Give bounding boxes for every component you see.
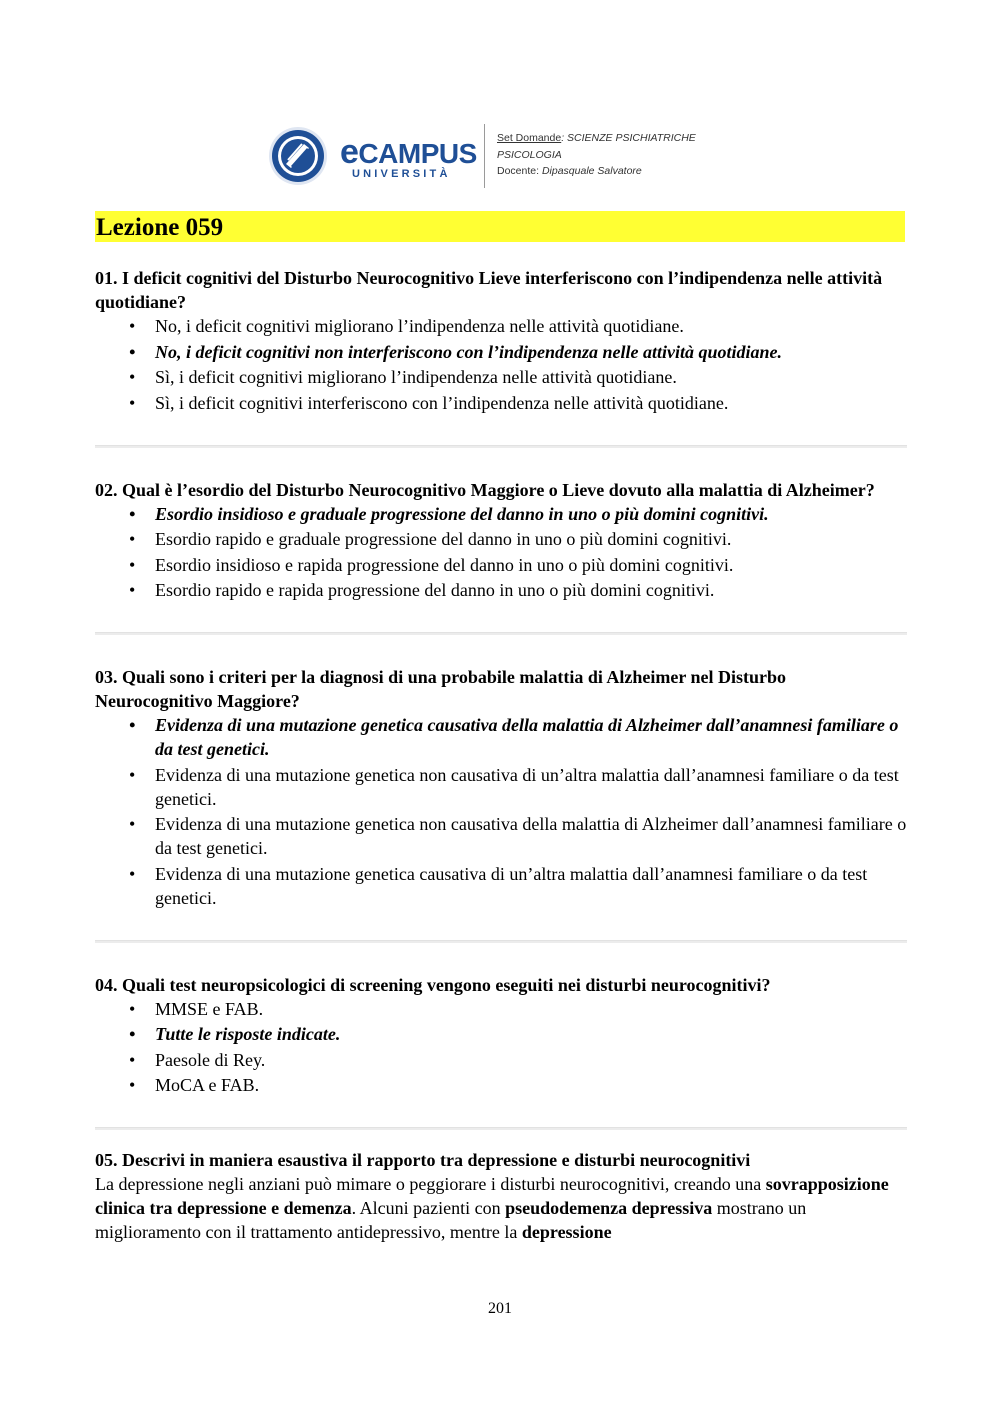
question-1 (95, 266, 907, 415)
question-separator (95, 1127, 907, 1130)
question-separator (95, 445, 907, 448)
answer-option: • Evidenza di una mutazione genetica non causativa della malattia di Alzheimer dall’anamnesi familiare o da test genetici. (129, 814, 907, 858)
ecampus-wordmark: eCAMPUS (340, 133, 477, 171)
correct-answer: • Evidenza di una mutazione genetica causativa della malattia di Alzheimer dall’anamnesi familiare o da test genetici. (129, 715, 899, 759)
answer-option: • Sì, i deficit cognitivi interferiscono con l’indipendenza nelle attività quotidiane. (129, 392, 729, 413)
docente-value: Dipasquale Salvatore (541, 165, 642, 177)
ecampus-subtitle: UNIVERSITÀ (352, 168, 451, 180)
answer-option: • Esordio rapido e rapida progressione del danno in uno o più domini cognitivi. (129, 580, 715, 600)
answer-list (95, 502, 907, 603)
ecampus-logo-icon (268, 126, 328, 186)
header-divider (484, 124, 485, 188)
docente-label: Docente: (497, 165, 542, 177)
answer-option: • Esordio rapido e graduale progressione del danno in uno o più domini cognitivi. (129, 529, 732, 549)
question-title: 04. Quali test neuropsicologici di screening vengono eseguiti nei disturbi neurocognitivi? (95, 974, 771, 995)
lesson-title: Lezione 059 (96, 214, 224, 241)
answer-list (95, 713, 907, 910)
course-info (497, 130, 696, 180)
quiz-content (95, 266, 907, 1244)
page-number: 201 (488, 1300, 512, 1317)
question-3 (95, 665, 907, 910)
answer-option: • Evidenza di una mutazione genetica non causativa di un’altra malattia dall’anamnesi familiare o da test genetici. (129, 764, 899, 809)
set-value: : SCIENZE PSICHIATRICHE (561, 132, 696, 144)
question-title: 02. Qual è l’esordio del Disturbo Neurocognitivo Maggiore o Lieve dovuto alla malattia di Alzheimer? (95, 479, 875, 500)
answer-list (95, 997, 907, 1098)
question-2 (95, 478, 907, 603)
answer-option: • Evidenza di una mutazione genetica causativa di un’altra malattia dall’anamnesi familiare o da test genetici. (129, 863, 868, 908)
answer-paragraph: La depressione negli anziani può mimare o peggiorare i disturbi neurocognitivi, creando una sovrapposizione clinica tra depressione e demenza. Alcuni pazienti con pseudodemenza depressiva mostrano un miglioramento con il trattamento antidepressivo, mentre la depressione (95, 1174, 889, 1242)
answer-option: • Sì, i deficit cognitivi migliorano l’indipendenza nelle attività quotidiane. (129, 367, 677, 387)
question-title: 05. Descrivi in maniera esaustiva il rapporto tra depressione e disturbi neurocognitivi (95, 1150, 751, 1170)
answer-option: • Esordio insidioso e rapida progressione del danno in uno o più domini cognitivi. (129, 554, 734, 575)
answer-option: • No, i deficit cognitivi migliorano l’indipendenza nelle attività quotidiane. (129, 316, 684, 336)
answer-option: • Paesole di Rey. (129, 1049, 266, 1070)
correct-answer: • No, i deficit cognitivi non interferiscono con l’indipendenza nelle attività quotidiane. (129, 341, 783, 362)
question-5 (95, 1148, 907, 1244)
question-4 (95, 973, 907, 1098)
answer-option: • MoCA e FAB. (129, 1075, 260, 1095)
answer-option: • MMSE e FAB. (129, 998, 264, 1019)
question-separator (95, 632, 907, 635)
question-title: 03. Quali sono i criteri per la diagnosi di una probabile malattia di Alzheimer nel Disturbo Neurocognitivo Maggiore? (95, 667, 787, 711)
set-value-2: PSICOLOGIA (497, 148, 562, 161)
question-title: 01. I deficit cognitivi del Disturbo Neurocognitivo Lieve interferiscono con l’indipendenza nelle attività quotidiane? (95, 268, 883, 312)
correct-answer: • Esordio insidioso e graduale progressione del danno in uno o più domini cognitivi. (129, 503, 769, 524)
answer-list (95, 314, 907, 415)
set-label: Set Domande (497, 132, 562, 144)
document-header (268, 124, 728, 190)
question-separator (95, 940, 907, 943)
correct-answer: • Tutte le risposte indicate. (129, 1024, 341, 1044)
